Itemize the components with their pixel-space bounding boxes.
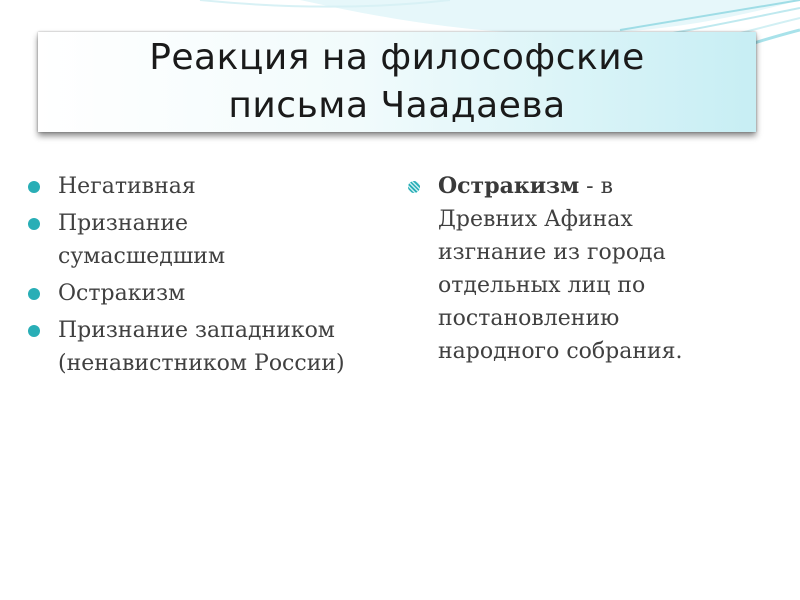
title-line-2: письма Чаадаева: [228, 85, 566, 126]
reaction-list: [28, 170, 388, 384]
slide-title: [149, 34, 645, 130]
bullet-icon: [28, 218, 40, 230]
wave-6: [200, 0, 450, 7]
list-item-ostracism: [28, 277, 388, 310]
list-item-text: Негативная: [58, 174, 196, 199]
list-item-text-continued: сумасшедшим: [58, 244, 226, 269]
definition-list: [408, 170, 738, 372]
list-item-text: Остракизм: [58, 281, 186, 306]
definition-line-6: народного собрания.: [438, 339, 683, 364]
bullet-icon: [28, 325, 40, 337]
definition-line-2: Древних Афинах: [438, 207, 633, 232]
definition-line-1: - в: [579, 174, 613, 199]
bullet-icon: [28, 288, 40, 300]
definition-line-5: постановлению: [438, 306, 620, 331]
list-item-madman: [28, 207, 388, 273]
definition-line-4: отдельных лиц по: [438, 273, 646, 298]
definition-line-3: изгнание из города: [438, 240, 666, 265]
list-item-text: Признание западником: [58, 318, 335, 343]
wave-1: [300, 0, 800, 34]
list-item-text: Признание: [58, 211, 189, 236]
list-item-negative: [28, 170, 388, 203]
bullet-icon: [28, 181, 40, 193]
list-item-westernizer: [28, 314, 388, 380]
definition-term: Остракизм: [438, 173, 580, 199]
bullet-icon: [408, 181, 420, 193]
definition-ostracism: [408, 170, 738, 368]
list-item-text-continued: (ненавистником России): [58, 351, 345, 376]
title-box: [38, 32, 756, 132]
title-line-1: Реакция на философские: [149, 37, 645, 78]
wave-2: [620, 0, 800, 30]
